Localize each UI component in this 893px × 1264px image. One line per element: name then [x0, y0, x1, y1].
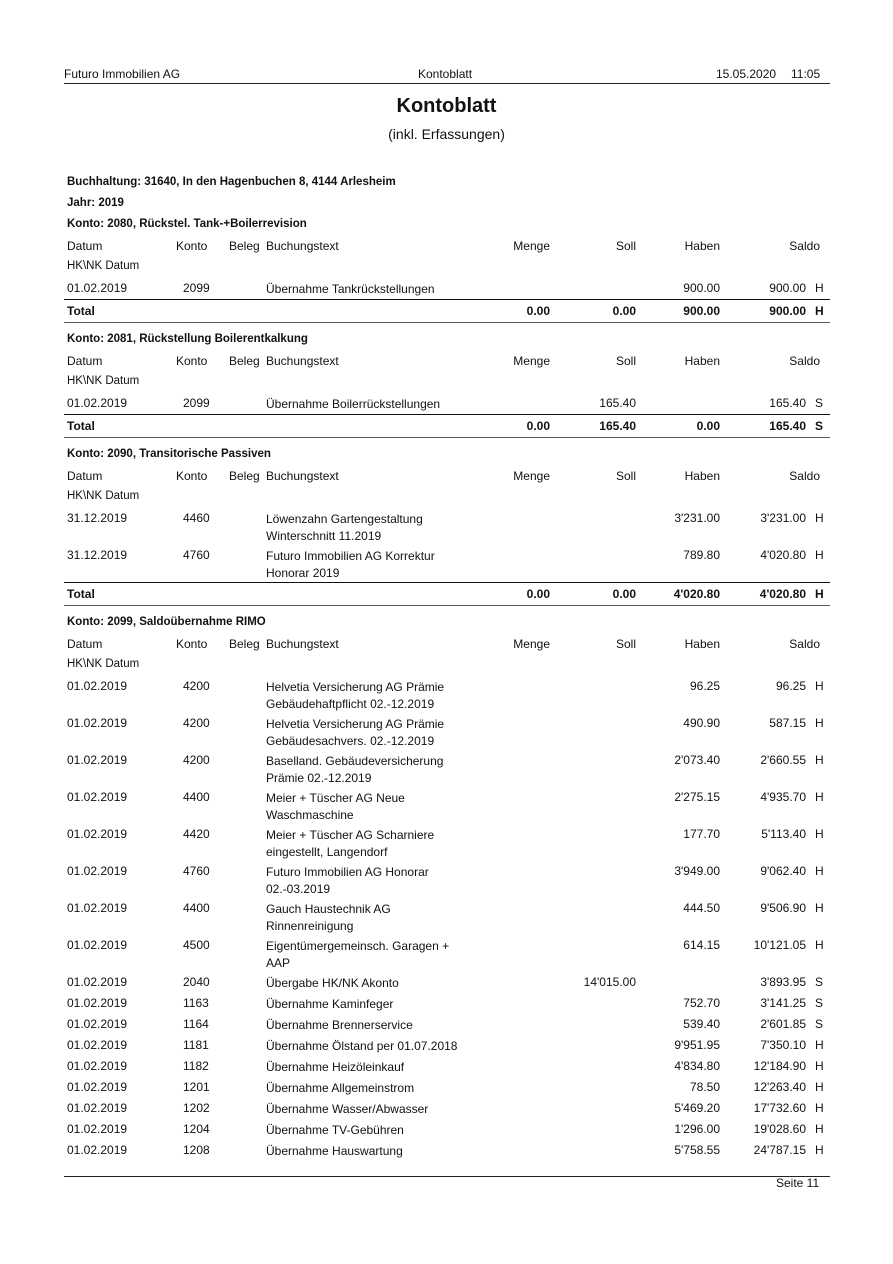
account-title: Konto: 2080, Rückstel. Tank-+Boilerrevision — [67, 218, 307, 230]
entry-haben: 5'758.55 — [674, 1143, 720, 1157]
account-title: Konto: 2099, Saldoübernahme RIMO — [67, 616, 266, 628]
total-haben: 900.00 — [683, 304, 720, 318]
entry-konto: 1202 — [183, 1101, 210, 1115]
header-center-title: Kontoblatt — [418, 67, 473, 81]
entry-date: 01.02.2019 — [67, 827, 128, 841]
total-soll: 165.40 — [599, 419, 636, 433]
col-beleg: Beleg — [229, 637, 260, 651]
col-beleg: Beleg — [229, 354, 260, 368]
entry-konto: 2099 — [183, 281, 210, 295]
entry-hs: S — [815, 975, 824, 989]
entry-haben: 1'296.00 — [674, 1122, 720, 1136]
col-datum: Datum — [67, 239, 103, 253]
total-saldo: 900.00 — [769, 304, 806, 318]
entry-date: 01.02.2019 — [67, 1059, 128, 1073]
entry-konto: 4200 — [183, 753, 210, 767]
col-menge: Menge — [513, 239, 550, 253]
header-time: 11:05 — [791, 67, 821, 81]
col-menge: Menge — [513, 354, 550, 368]
account-title: Konto: 2090, Transitorische Passiven — [67, 448, 271, 460]
entry-date: 01.02.2019 — [67, 1101, 128, 1115]
entry-saldo: 24'787.15 — [753, 1143, 806, 1157]
entry-text-line: Übernahme Heizöleinkauf — [266, 1060, 405, 1074]
entry-text-line: Futuro Immobilien AG Honorar — [266, 865, 429, 879]
col-hknk-datum: HK\NK Datum — [67, 490, 140, 502]
entry-text-line: Waschmaschine — [266, 808, 354, 822]
footer-rule — [64, 1176, 830, 1177]
col-beleg: Beleg — [229, 469, 260, 483]
entry-text-line: Übernahme Wasser/Abwasser — [266, 1102, 429, 1116]
total-rule — [64, 299, 830, 300]
entry-konto: 4400 — [183, 790, 210, 804]
entry-konto: 2099 — [183, 396, 210, 410]
total-rule — [64, 582, 830, 583]
entry-text-line: AAP — [266, 956, 291, 970]
col-konto: Konto — [176, 637, 208, 651]
entry-konto: 4200 — [183, 716, 210, 730]
entry-saldo: 3'893.95 — [760, 975, 806, 989]
entry-hs: H — [815, 511, 824, 525]
entry-date: 01.02.2019 — [67, 716, 128, 730]
entry-konto: 4400 — [183, 901, 210, 915]
entry-hs: H — [815, 827, 824, 841]
entry-text-line: Winterschnitt 11.2019 — [266, 529, 382, 543]
entry-date: 31.12.2019 — [67, 548, 128, 562]
col-buchungstext: Buchungstext — [266, 239, 339, 253]
entry-hs: H — [815, 938, 824, 952]
entry-hs: H — [815, 753, 824, 767]
company-name: Futuro Immobilien AG — [64, 67, 181, 81]
entry-date: 01.02.2019 — [67, 996, 128, 1010]
entry-saldo: 587.15 — [769, 716, 806, 730]
col-buchungstext: Buchungstext — [266, 469, 339, 483]
entry-hs: H — [815, 716, 824, 730]
entry-saldo: 17'732.60 — [753, 1101, 806, 1115]
col-datum: Datum — [67, 354, 103, 368]
total-hs: S — [815, 419, 824, 433]
entry-text-line: Übernahme Boilerrückstellungen — [266, 397, 441, 411]
total-haben: 0.00 — [696, 419, 720, 433]
entry-konto: 4760 — [183, 864, 210, 878]
entry-konto: 4760 — [183, 548, 210, 562]
page-title: Kontoblatt — [396, 95, 497, 117]
entry-date: 01.02.2019 — [67, 864, 128, 878]
entry-text-line: Rinnenreinigung — [266, 919, 354, 933]
entry-hs: H — [815, 1101, 824, 1115]
col-menge: Menge — [513, 469, 550, 483]
entry-text-line: eingestellt, Langendorf — [266, 845, 388, 859]
entry-haben: 3'231.00 — [674, 511, 720, 525]
entry-saldo: 900.00 — [769, 281, 806, 295]
entry-haben: 9'951.95 — [674, 1038, 720, 1052]
col-hknk-datum: HK\NK Datum — [67, 375, 140, 387]
col-haben: Haben — [684, 469, 720, 483]
entry-saldo: 12'184.90 — [753, 1059, 806, 1073]
col-buchungstext: Buchungstext — [266, 354, 339, 368]
entry-date: 01.02.2019 — [67, 938, 128, 952]
entry-saldo: 4'935.70 — [760, 790, 806, 804]
entry-date: 01.02.2019 — [67, 679, 128, 693]
entry-date: 01.02.2019 — [67, 901, 128, 915]
page-subtitle: (inkl. Erfassungen) — [388, 126, 505, 142]
col-saldo: Saldo — [789, 239, 820, 253]
entry-saldo: 2'601.85 — [760, 1017, 806, 1031]
entry-haben: 3'949.00 — [674, 864, 720, 878]
entry-date: 01.02.2019 — [67, 1017, 128, 1031]
entry-saldo: 96.25 — [775, 679, 806, 693]
entry-hs: H — [815, 548, 824, 562]
entry-text-line: Übernahme Ölstand per 01.07.2018 — [266, 1039, 458, 1053]
total-haben: 4'020.80 — [673, 587, 720, 601]
header-date: 15.05.2020 — [716, 67, 777, 81]
entry-date: 01.02.2019 — [67, 975, 128, 989]
entry-text-line: Eigentümergemeinsch. Garagen + — [266, 939, 450, 953]
entry-text-line: Meier + Tüscher AG Neue — [266, 791, 405, 805]
entry-konto: 2040 — [183, 975, 210, 989]
entry-konto: 1164 — [183, 1017, 209, 1031]
col-hknk-datum: HK\NK Datum — [67, 260, 140, 272]
total-label: Total — [67, 419, 95, 433]
entry-date: 01.02.2019 — [67, 1080, 128, 1094]
col-soll: Soll — [615, 469, 636, 483]
entry-text-line: Übernahme Kaminfeger — [266, 997, 394, 1011]
entry-text-line: Übernahme Hauswartung — [266, 1144, 403, 1158]
entry-saldo: 9'062.40 — [760, 864, 806, 878]
total-hs: H — [815, 587, 824, 601]
total-menge: 0.00 — [526, 304, 550, 318]
col-saldo: Saldo — [789, 354, 820, 368]
entry-haben: 177.70 — [683, 827, 720, 841]
entry-hs: S — [815, 396, 824, 410]
entry-text-line: Gauch Haustechnik AG — [266, 902, 391, 916]
entry-text-line: Futuro Immobilien AG Korrektur — [266, 549, 435, 563]
col-menge: Menge — [513, 637, 550, 651]
col-konto: Konto — [176, 239, 208, 253]
entry-saldo: 9'506.90 — [760, 901, 806, 915]
entry-saldo: 10'121.05 — [753, 938, 806, 952]
entry-konto: 4420 — [183, 827, 210, 841]
total-saldo: 4'020.80 — [759, 587, 806, 601]
col-soll: Soll — [615, 354, 636, 368]
entry-soll: 165.40 — [599, 396, 636, 410]
entry-hs: H — [815, 1122, 824, 1136]
total-menge: 0.00 — [526, 419, 550, 433]
entry-konto: 4200 — [183, 679, 210, 693]
total-menge: 0.00 — [526, 587, 550, 601]
entry-date: 01.02.2019 — [67, 281, 128, 295]
col-haben: Haben — [684, 637, 720, 651]
entry-hs: H — [815, 901, 824, 915]
entry-hs: H — [815, 679, 824, 693]
total-bottom-rule — [64, 437, 830, 438]
entry-text-line: Übernahme TV-Gebühren — [266, 1123, 404, 1137]
entry-date: 01.02.2019 — [67, 753, 128, 767]
entry-date: 01.02.2019 — [67, 1038, 128, 1052]
entry-hs: H — [815, 281, 824, 295]
page-number: Seite 11 — [776, 1176, 820, 1190]
entry-haben: 2'275.15 — [674, 790, 720, 804]
entry-date: 01.02.2019 — [67, 396, 128, 410]
total-soll: 0.00 — [612, 304, 636, 318]
entry-haben: 614.15 — [683, 938, 720, 952]
buchhaltung-info: Buchhaltung: 31640, In den Hagenbuchen 8, 4144 Arlesheim — [67, 176, 396, 188]
entry-konto: 1204 — [183, 1122, 210, 1136]
entry-haben: 5'469.20 — [674, 1101, 720, 1115]
entry-hs: S — [815, 1017, 824, 1031]
entry-haben: 789.80 — [683, 548, 720, 562]
col-saldo: Saldo — [789, 637, 820, 651]
entry-date: 01.02.2019 — [67, 1143, 128, 1157]
entry-saldo: 12'263.40 — [753, 1080, 806, 1094]
entry-saldo: 3'231.00 — [760, 511, 806, 525]
entry-konto: 1201 — [183, 1080, 210, 1094]
col-hknk-datum: HK\NK Datum — [67, 658, 140, 670]
entry-saldo: 3'141.25 — [760, 996, 806, 1010]
col-beleg: Beleg — [229, 239, 260, 253]
total-rule — [64, 414, 830, 415]
entry-hs: S — [815, 996, 824, 1010]
entry-haben: 78.50 — [689, 1080, 720, 1094]
entry-hs: H — [815, 1143, 824, 1157]
col-soll: Soll — [615, 239, 636, 253]
entry-haben: 444.50 — [683, 901, 720, 915]
entry-text-line: Löwenzahn Gartengestaltung — [266, 512, 423, 526]
col-haben: Haben — [684, 354, 720, 368]
entry-saldo: 19'028.60 — [753, 1122, 806, 1136]
entry-text-line: Honorar 2019 — [266, 566, 340, 580]
entry-date: 31.12.2019 — [67, 511, 128, 525]
entry-haben: 4'834.80 — [674, 1059, 720, 1073]
entry-konto: 1163 — [183, 996, 209, 1010]
total-label: Total — [67, 304, 95, 318]
entry-konto: 1182 — [183, 1059, 209, 1073]
entry-saldo: 165.40 — [769, 396, 806, 410]
col-soll: Soll — [615, 637, 636, 651]
entry-konto: 4500 — [183, 938, 210, 952]
entry-text-line: Übernahme Allgemeinstrom — [266, 1081, 415, 1095]
header-rule — [64, 83, 830, 84]
col-datum: Datum — [67, 637, 103, 651]
entry-konto: 1181 — [183, 1038, 209, 1052]
entry-text-line: Gebäudehaftpflicht 02.-12.2019 — [266, 697, 435, 711]
entry-haben: 752.70 — [683, 996, 720, 1010]
entry-text-line: 02.-03.2019 — [266, 882, 331, 896]
col-konto: Konto — [176, 354, 208, 368]
account-title: Konto: 2081, Rückstellung Boilerentkalkung — [67, 333, 308, 345]
total-bottom-rule — [64, 322, 830, 323]
entry-hs: H — [815, 790, 824, 804]
entry-hs: H — [815, 1080, 824, 1094]
total-hs: H — [815, 304, 824, 318]
entry-hs: H — [815, 864, 824, 878]
entry-saldo: 7'350.10 — [760, 1038, 806, 1052]
entry-date: 01.02.2019 — [67, 1122, 128, 1136]
jahr-info: Jahr: 2019 — [67, 197, 124, 209]
col-buchungstext: Buchungstext — [266, 637, 339, 651]
col-datum: Datum — [67, 469, 103, 483]
entry-soll: 14'015.00 — [583, 975, 636, 989]
entry-saldo: 5'113.40 — [761, 827, 806, 841]
entry-saldo: 2'660.55 — [760, 753, 806, 767]
entry-haben: 900.00 — [683, 281, 720, 295]
entry-haben: 2'073.40 — [674, 753, 720, 767]
entry-text-line: Prämie 02.-12.2019 — [266, 771, 372, 785]
entry-date: 01.02.2019 — [67, 790, 128, 804]
total-soll: 0.00 — [612, 587, 636, 601]
entry-haben: 96.25 — [689, 679, 720, 693]
entry-text-line: Übernahme Brennerservice — [266, 1018, 413, 1032]
col-haben: Haben — [684, 239, 720, 253]
entry-text-line: Übernahme Tankrückstellungen — [266, 282, 435, 296]
entry-text-line: Baselland. Gebäudeversicherung — [266, 754, 444, 768]
entry-hs: H — [815, 1038, 824, 1052]
entry-konto: 4460 — [183, 511, 210, 525]
col-konto: Konto — [176, 469, 208, 483]
entry-haben: 539.40 — [683, 1017, 720, 1031]
entry-text-line: Gebäudesachvers. 02.-12.2019 — [266, 734, 435, 748]
total-saldo: 165.40 — [769, 419, 806, 433]
entry-saldo: 4'020.80 — [760, 548, 806, 562]
entry-text-line: Helvetia Versicherung AG Prämie — [266, 680, 445, 694]
total-label: Total — [67, 587, 95, 601]
entry-text-line: Helvetia Versicherung AG Prämie — [266, 717, 445, 731]
entry-hs: H — [815, 1059, 824, 1073]
entry-konto: 1208 — [183, 1143, 210, 1157]
entry-text-line: Meier + Tüscher AG Scharniere — [266, 828, 435, 842]
entry-haben: 490.90 — [683, 716, 720, 730]
col-saldo: Saldo — [789, 469, 820, 483]
total-bottom-rule — [64, 605, 830, 606]
entry-text-line: Übergabe HK/NK Akonto — [266, 976, 399, 990]
